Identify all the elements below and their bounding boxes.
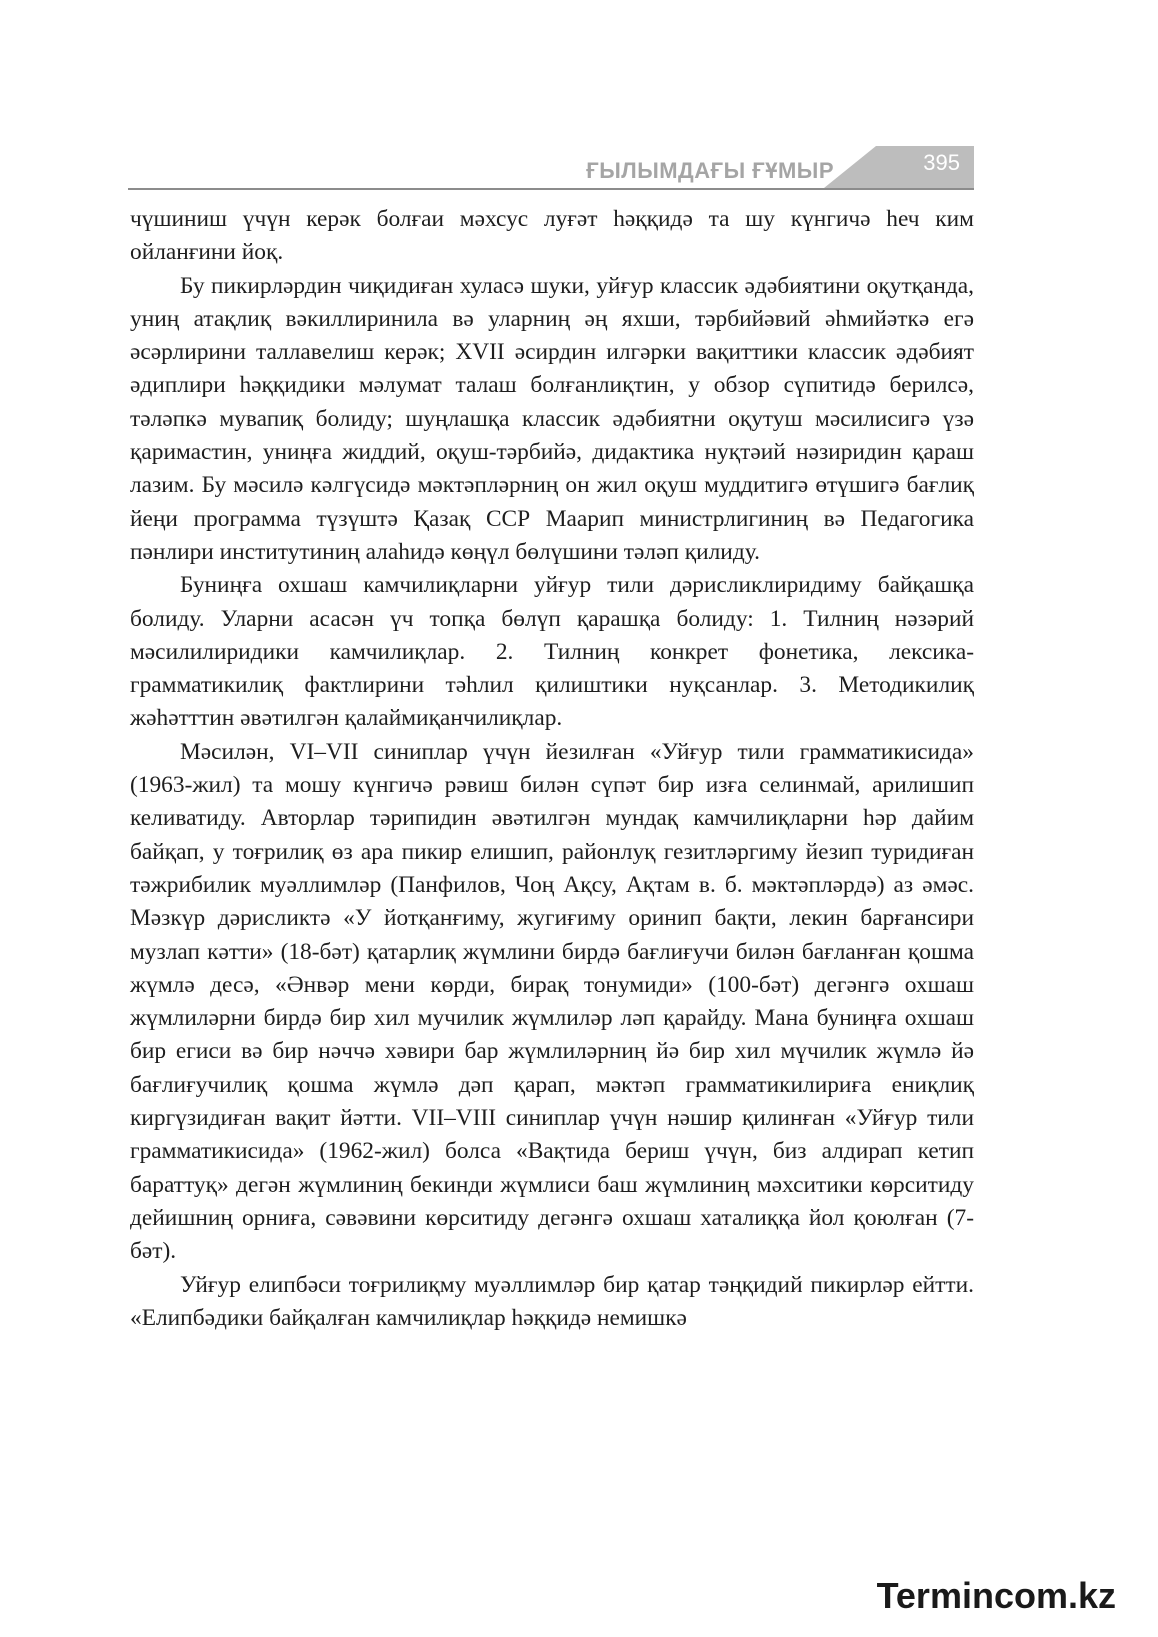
- watermark-logo: Termincom.kz: [876, 1575, 1116, 1616]
- paragraph: Бу пикирләрдин чиқидиған хуласә шуки, уйғур классик әдәбиятини оқутқанда, униң атақлиқ вәкиллиринила вә уларниң әң яхши, тәрбийәвий әһмийәткә егә әсәрлирини таллавелиш керәк; XVII әсирдин илгәрки вақиттики классик әдәбият әдиплири һәққидики мәлумат талаш болғанлиқтин, у обзор сүпитидә берилсә, тәләпкә мувапиқ болиду; шуңлашқа классик әдәбиятни оқутуш мәсилисигә үзә қаримастин, униңға жиддий, оқуш-тәрбийә, дидактика нуқтәий нәзиридин қараш лазим. Бу мәсилә кәлгүсидә мәктәпләрниң он жил оқуш муддитигә өтүшигә бағлиқ йеңи программа түзүштә Қазақ ССР Маарип министрлигиниң вә Педагогика пәнлири институтиниң алаһидә көңүл бөлүшини тәләп қилиду.: [130, 272, 974, 565]
- page-number-tab: [824, 146, 974, 188]
- paragraph: Уйғур елипбәси тоғрилиқму муәллимләр бир қатар тәңқидий пикирләр ейтти. «Елипбәдики байқалған камчилиқлар һәққидә немишкә: [130, 1271, 974, 1331]
- paragraph: чүшиниш үчүн керәк болғаи мәхсус луғәт һәққидә та шу күнгичә һеч ким ойланғини йоқ.: [130, 206, 974, 266]
- running-header-title: ҒЫЛЫМДАҒЫ ҒҰМЫР: [586, 158, 834, 183]
- header-rule: [128, 188, 974, 190]
- paragraph: Мәсилән, VI–VII синиплар үчүн йезилған «Уйғур тили грамматикисида» (1963-жил) та мошу күнгичә рәвиш билән сүпәт бир изға селинмай, арилишип келиватиду. Авторлар тәрипидин әвәтилгән мундақ камчилиқларни һәр дайим байқап, у тоғрилиқ өз ара пикир елишип, районлуқ гезитләргиму йезип туридиған тәжрибилик муәллимләр (Панфилов, Чоң Ақсу, Ақтам в. б. мәктәпләрдә) аз әмәс. Мәзкүр дәрисликтә «У йотқанғиму, жугиғиму оринип бақти, лекин барғансири музлап кәтти» (18-бәт) қатарлиқ жүмлини бирдә бағлиғучи билән бағланған қошма жүмлә десә, «Әнвәр мени көрди, бирақ тонумиди» (100-бәт) дегәнгә охшаш жүмлиләрни бирдә бир хил мучилик жүмлиләр ләп қарайду. Мана буниңға охшаш бир егиси вә бир нәччә хәвири бар жүмлиләрниң йә бир хил мүчилик жүмлә йә бағлиғучилиқ қошма жүмлә дәп қарап, мәктәп грамматикилириға ениқлиқ киргүзидиған вақит йәтти. VII–VIII синиплар үчүн нәшир қилинған «Уйғур тили грамматикисида» (1962-жил) болса «Вақтида бериш үчүн, биз алдирап кетип бараттуқ» дегән жүмлиниң бекинди жүмлиси баш жүмлиниң мәхситики көрситиду дейишниң орниға, сәвәвини көрситиду дегәнгә охшаш хаталиққа йол қоюлған (7-бәт).: [130, 738, 974, 1265]
- page-number: 395: [923, 150, 960, 175]
- body-text: [130, 203, 974, 1335]
- running-header: [128, 138, 974, 190]
- paragraph: Буниңға охшаш камчилиқларни уйғур тили дәрисликлиридиму байқашқа болиду. Уларни асасән үч топқа бөлүп қарашқа болиду: 1. Тилниң нәзәрий мәсилилиридики камчилиқлар. 2. Тилниң конкрет фонетика, лексика-грамматикилиқ фактлирини тәһлил қилиштики нуқсанлар. 3. Методикилиқ жәһәтттин әвәтилгән қалаймиқанчилиқлар.: [130, 572, 974, 732]
